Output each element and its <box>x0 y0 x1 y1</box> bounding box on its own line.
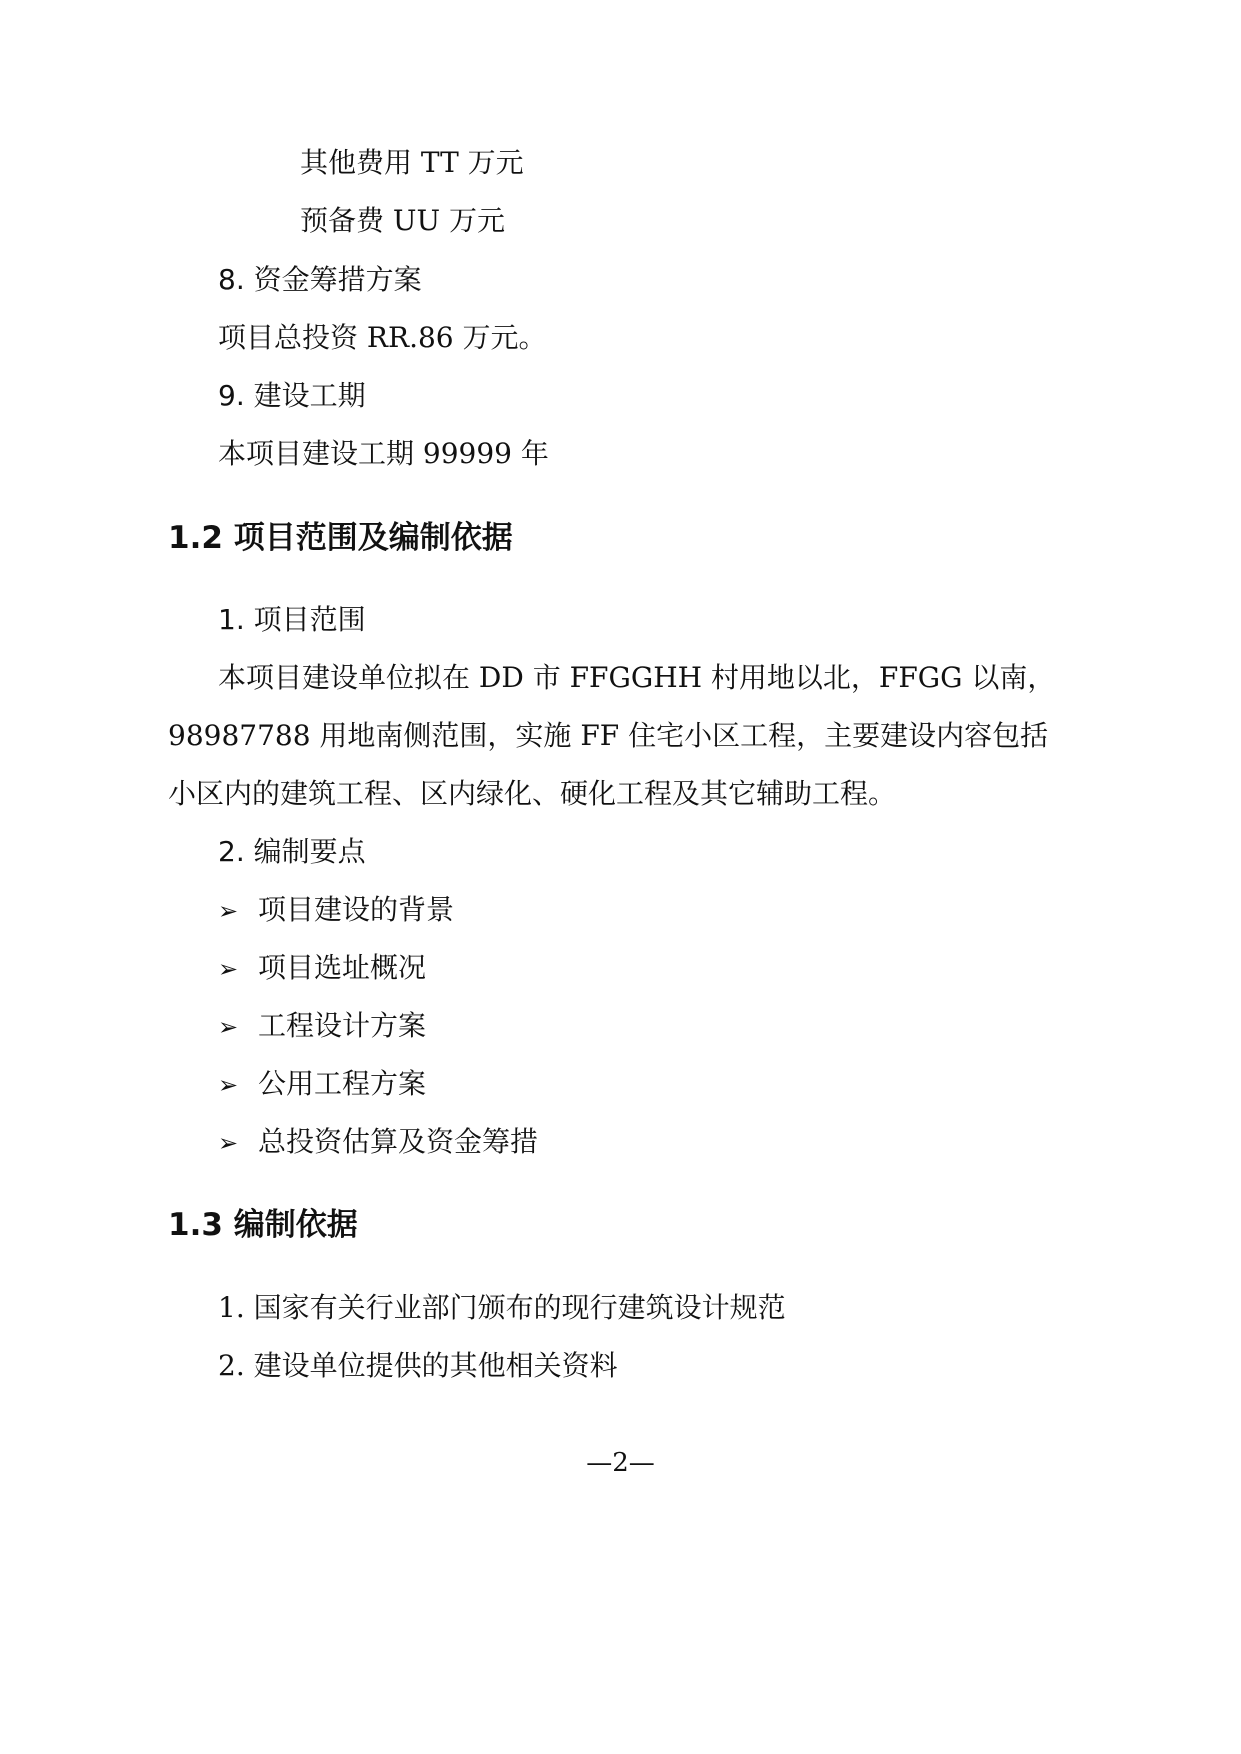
arrow-bullet-icon: ➢ <box>218 1013 239 1041</box>
heading-schedule: 9. 建设工期 <box>218 379 366 412</box>
arrow-bullet-icon: ➢ <box>218 1071 239 1099</box>
schedule-text: 本项目建设工期 99999 年 <box>218 437 549 470</box>
basis-item-2: 2. 建设单位提供的其他相关资料 <box>218 1349 618 1382</box>
scope-paragraph-line-1: 本项目建设单位拟在 DD 市 FFGGHH 村用地以北，FFGG 以南， <box>218 661 1056 694</box>
section-title-1-2: 1.2 项目范围及编制依据 <box>168 520 513 556</box>
list-item: ➢ 工程设计方案 <box>218 1008 426 1045</box>
basis-item-1: 1. 国家有关行业部门颁布的现行建筑设计规范 <box>218 1291 786 1324</box>
arrow-bullet-icon: ➢ <box>218 897 239 925</box>
cost-reserve: 预备费 UU 万元 <box>300 204 505 237</box>
list-item: ➢ 总投资估算及资金筹措 <box>218 1124 538 1161</box>
heading-funding: 8. 资金筹措方案 <box>218 263 422 296</box>
list-item: ➢ 项目选址概况 <box>218 950 426 987</box>
list-item: ➢ 项目建设的背景 <box>218 892 454 929</box>
total-investment: 项目总投资 RR.86 万元。 <box>218 321 547 354</box>
scope-paragraph-line-2: 98987788 用地南侧范围，实施 FF 住宅小区工程，主要建设内容包括 <box>168 719 1049 752</box>
list-item: ➢ 公用工程方案 <box>218 1066 426 1103</box>
cost-other: 其他费用 TT 万元 <box>300 146 524 179</box>
subheading-key-points: 2. 编制要点 <box>218 835 366 868</box>
section-title-1-3: 1.3 编制依据 <box>168 1207 358 1243</box>
arrow-bullet-icon: ➢ <box>218 955 239 983</box>
arrow-bullet-icon: ➢ <box>218 1129 239 1157</box>
scope-paragraph-line-3: 小区内的建筑工程、区内绿化、硬化工程及其它辅助工程。 <box>168 777 897 810</box>
page-number: —2— <box>586 1448 655 1478</box>
subheading-scope: 1. 项目范围 <box>218 603 366 636</box>
